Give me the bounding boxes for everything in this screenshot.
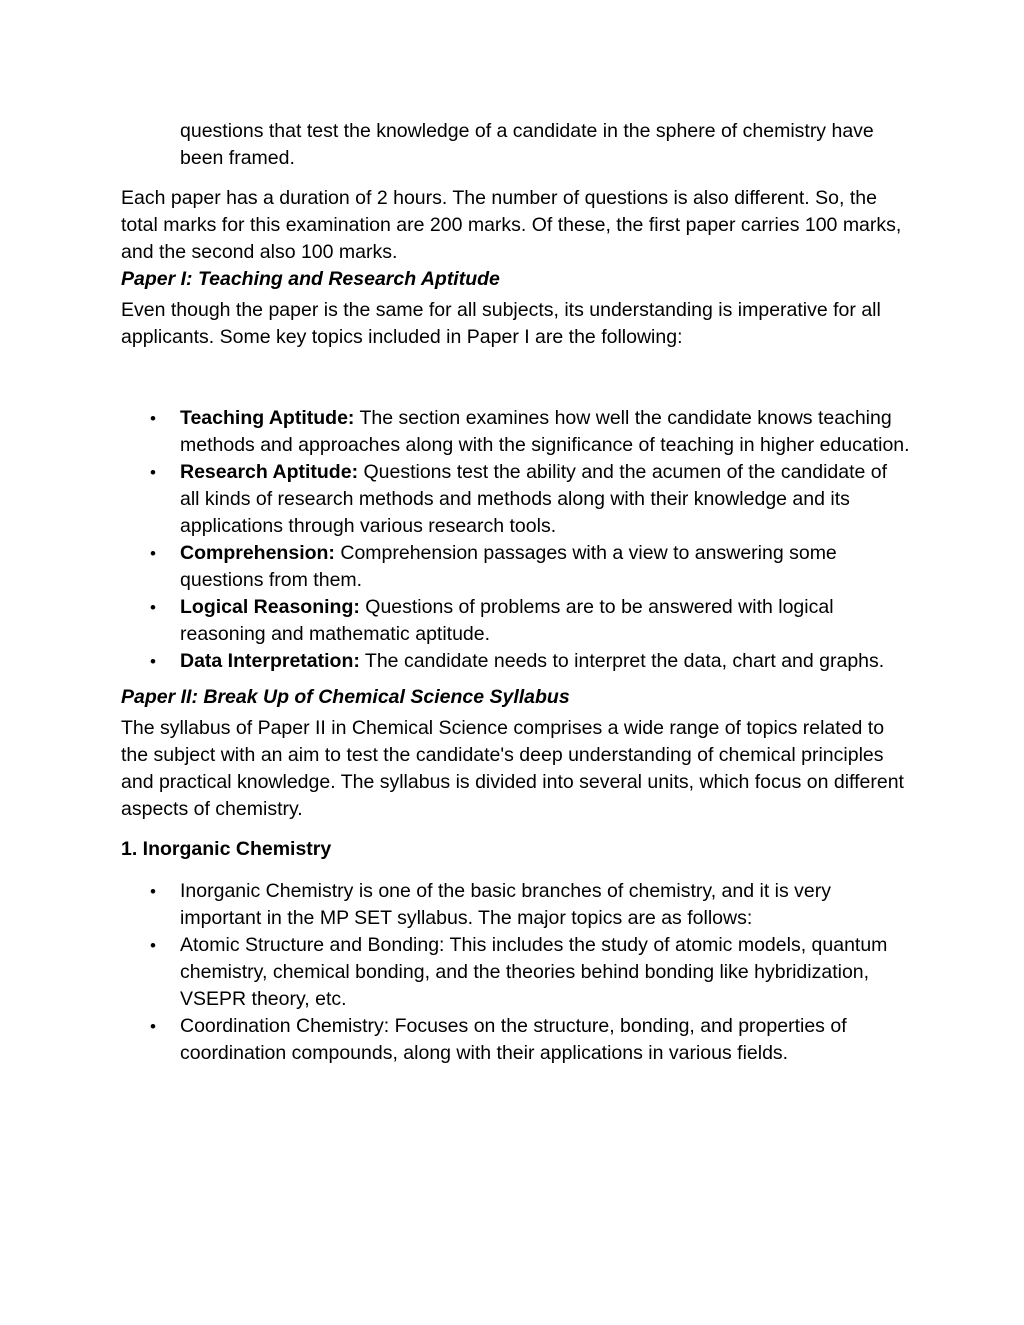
unit-item-text: Inorganic Chemistry is one of the basic branches of chemistry, and it is very important in the MP SET syllabus. The major topics are as follows:	[180, 880, 832, 929]
unit-item-text: Atomic Structure and Bonding: This includes the study of atomic models, quantum chemistry, chemical bonding, and the theories behind bonding like hybridization, VSEPR theory, etc.	[180, 934, 888, 1010]
document-page	[121, 118, 911, 1067]
topic-term: Research Aptitude:	[180, 461, 359, 483]
bullet-icon: •	[150, 936, 156, 955]
unit1-heading: 1. Inorganic Chemistry	[121, 838, 332, 860]
paper2-intro: The syllabus of Paper II in Chemical Science comprises a wide range of topics related to the subject with an aim to test the candidate's deep understanding of chemical principles and practical knowledge. The syllabus is divided into several units, which focus on different aspects of chemistry.	[121, 717, 904, 820]
topic-term: Logical Reasoning:	[180, 596, 360, 618]
topic-text: The section examines how well the candidate knows teaching methods and approaches along with the significance of teaching in higher education.	[180, 407, 910, 456]
topic-term: Teaching Aptitude:	[180, 407, 355, 429]
unit-item-text: Coordination Chemistry: Focuses on the structure, bonding, and properties of coordination compounds, along with their applications in various fields.	[180, 1015, 847, 1064]
unit1-list	[121, 878, 911, 1067]
list-item	[121, 932, 911, 1013]
bullet-icon: •	[150, 882, 156, 901]
paper1-topics-list	[121, 405, 911, 675]
bullet-icon: •	[150, 409, 156, 428]
topic-text: Questions test the ability and the acumen of the candidate of all kinds of research methods and methods along with their knowledge and its applications through various research tools.	[180, 461, 888, 537]
paper2-heading: Paper II: Break Up of Chemical Science Syllabus	[121, 686, 570, 708]
intro-continuation-text: questions that test the knowledge of a candidate in the sphere of chemistry have been framed.	[180, 120, 874, 169]
bullet-icon: •	[150, 463, 156, 482]
topic-term: Comprehension:	[180, 542, 335, 564]
topic-text: The candidate needs to interpret the data, chart and graphs.	[359, 650, 885, 672]
topic-text: Comprehension passages with a view to answering some questions from them.	[180, 542, 837, 591]
paper1-heading: Paper I: Teaching and Research Aptitude	[121, 268, 500, 290]
list-item	[121, 459, 911, 540]
topic-text: Questions of problems are to be answered with logical reasoning and mathematic aptitude.	[180, 596, 834, 645]
list-item	[121, 648, 911, 675]
bullet-icon: •	[150, 1017, 156, 1036]
list-item	[121, 1013, 911, 1067]
list-item	[121, 878, 911, 932]
list-item	[121, 594, 911, 648]
bullet-icon: •	[150, 544, 156, 563]
paper1-intro: Even though the paper is the same for all subjects, its understanding is imperative for all applicants. Some key topics included in Paper I are the following:	[121, 299, 881, 348]
bullet-icon: •	[150, 652, 156, 671]
bullet-icon: •	[150, 598, 156, 617]
topic-term: Data Interpretation:	[180, 650, 360, 672]
list-item	[121, 405, 911, 459]
list-item	[121, 540, 911, 594]
duration-paragraph: Each paper has a duration of 2 hours. The number of questions is also different. So, the total marks for this examination are 200 marks. Of these, the first paper carries 100 marks, and the second also 100 marks.	[121, 187, 902, 263]
